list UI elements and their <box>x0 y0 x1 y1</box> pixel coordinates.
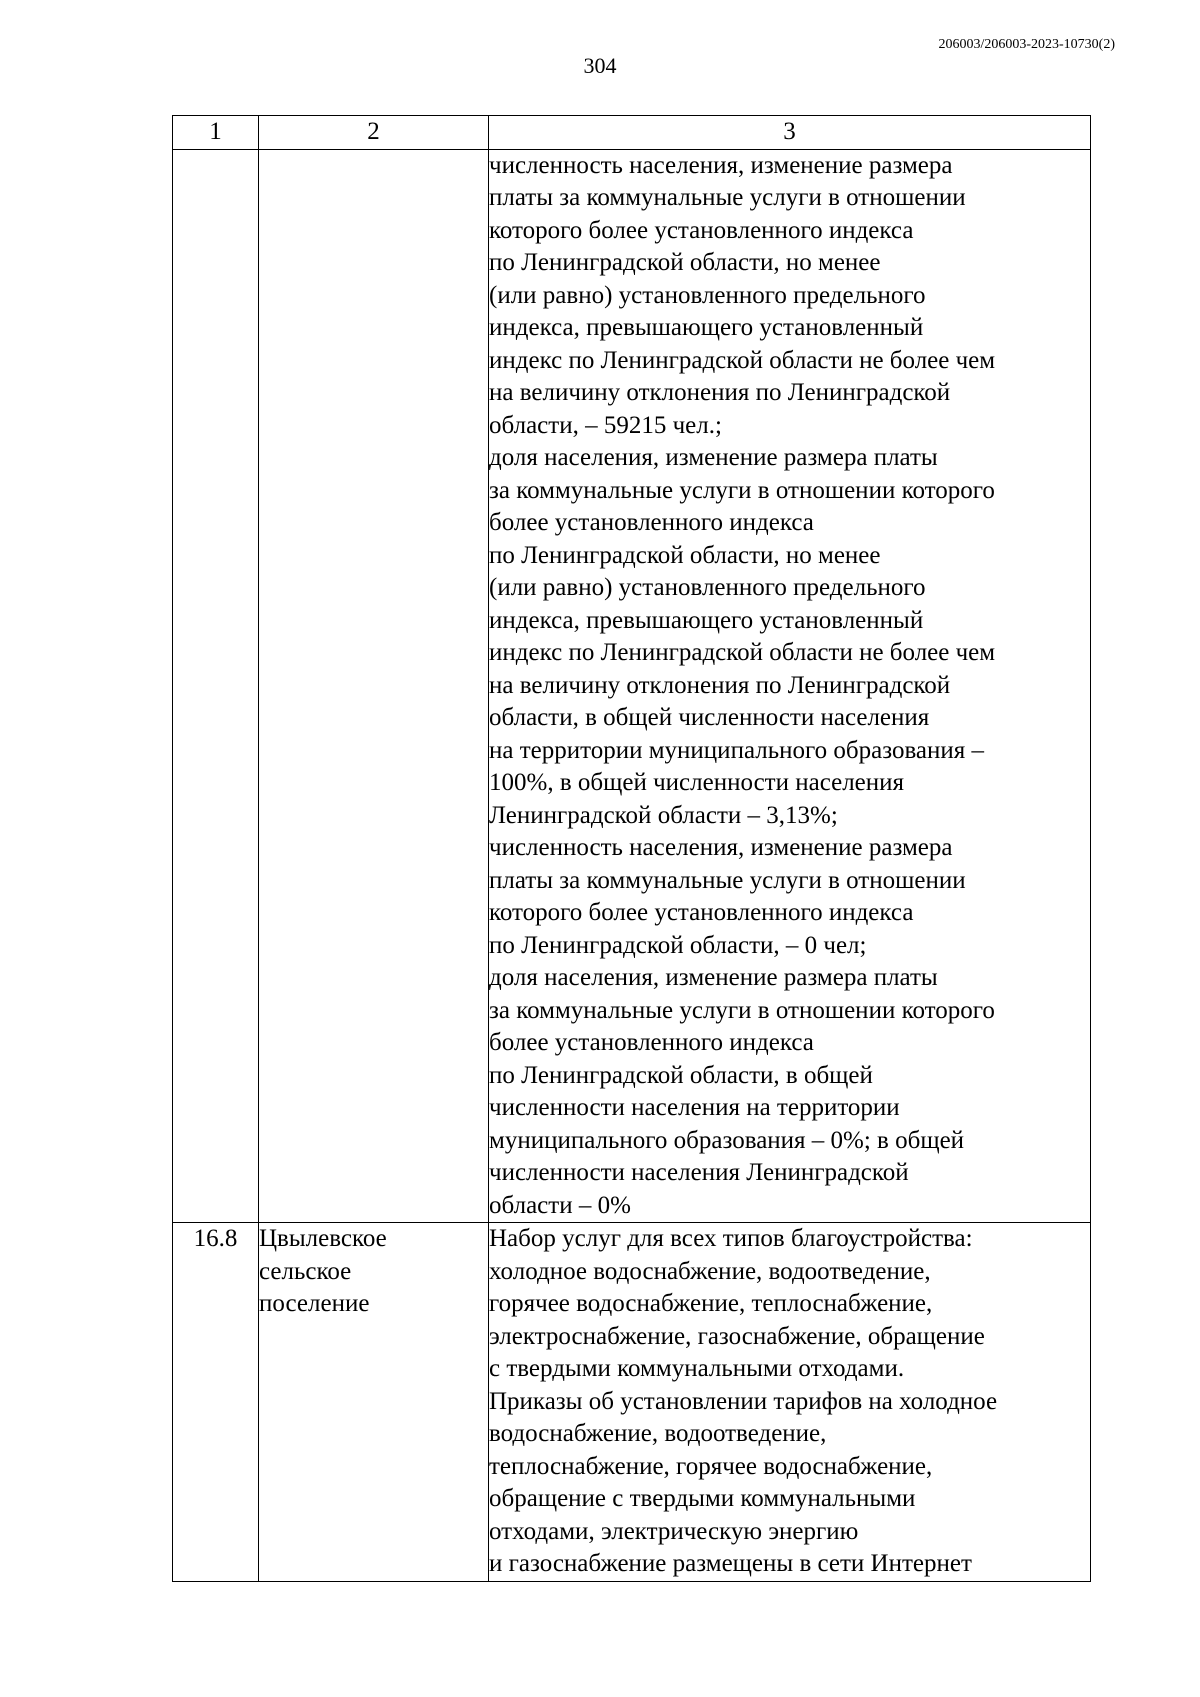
text-line: (или равно) установленного предельного <box>489 281 926 309</box>
text-line: на величину отклонения по Ленинградской <box>489 671 951 699</box>
text-line: сельское <box>259 1257 352 1285</box>
text-line: Ленинградской области – 3,13%; <box>489 801 838 829</box>
text-line: индекс по Ленинградской области не более чем <box>489 346 996 374</box>
text-line: численность населения, изменение размера <box>489 834 953 861</box>
text-line: численности населения Ленинградской <box>489 1159 909 1186</box>
table-row <box>173 1223 1091 1582</box>
text-line: доля населения, изменение размера платы <box>489 444 938 471</box>
text-line: по Ленинградской области, в общей <box>489 1061 873 1089</box>
text-line: (или равно) установленного предельного <box>489 574 926 601</box>
text-line: более установленного индекса <box>489 1029 814 1056</box>
text-line: обращение с твердыми коммунальными <box>489 1485 916 1512</box>
text-line: более установленного индекса <box>489 509 814 536</box>
text-line: численности населения на территории <box>489 1094 900 1121</box>
text-line: Набор услуг для всех типов благоустройства: <box>489 1225 973 1252</box>
text-line: по Ленинградской области, но менее <box>489 541 881 569</box>
text-line: индекса, превышающего установленный <box>489 314 924 341</box>
text-line: которого более установленного индекса <box>489 899 914 926</box>
text-line: на величину отклонения по Ленинградской <box>489 379 951 406</box>
text-line: которого более установленного индекса <box>489 216 914 244</box>
text-line: по Ленинградской области, – 0 чел; <box>489 931 867 959</box>
text-line: за коммунальные услуги в отношении которого <box>489 996 995 1024</box>
text-line: численность населения, изменение размера <box>489 151 953 179</box>
text-line: электроснабжение, газоснабжение, обращение <box>489 1322 985 1350</box>
table-row <box>173 149 1091 1223</box>
text-line: платы за коммунальные услуги в отношении <box>489 184 966 211</box>
text-line: области, – 59215 чел.; <box>489 411 722 439</box>
text-line: области – 0% <box>489 1191 631 1219</box>
text-line: области, в общей численности населения <box>489 704 930 731</box>
data-table <box>172 115 1091 1582</box>
text-line: с твердыми коммунальными отходами. <box>489 1355 905 1382</box>
description-cell <box>489 1223 1091 1582</box>
text-line: муниципального образования – 0%; в общей <box>489 1126 965 1154</box>
text-line: на территории муниципального образования – <box>489 736 985 764</box>
text-line: теплоснабжение, горячее водоснабжение, <box>489 1452 933 1480</box>
text-line: индекс по Ленинградской области не более чем <box>489 639 996 666</box>
page-number: 304 <box>583 53 617 78</box>
text-line: и газоснабжение размещены в сети Интернет <box>489 1550 972 1577</box>
description-cell <box>489 149 1091 1223</box>
row-number-cell <box>173 149 259 1223</box>
settlement-name-cell <box>259 1223 489 1582</box>
column-header-3: 3 <box>489 116 1091 150</box>
text-line: водоснабжение, водоотведение, <box>489 1420 827 1447</box>
text-line: платы за коммунальные услуги в отношении <box>489 866 966 894</box>
text-line: холодное водоснабжение, водоотведение, <box>489 1257 931 1285</box>
column-header-1: 1 <box>173 116 259 150</box>
text-line: индекса, превышающего установленный <box>489 606 924 634</box>
table-header-row <box>173 116 1091 150</box>
text-line: по Ленинградской области, но менее <box>489 249 881 276</box>
settlement-name-cell <box>259 149 489 1223</box>
text-line: горячее водоснабжение, теплоснабжение, <box>489 1290 933 1317</box>
text-line: Цвылевское <box>259 1225 387 1252</box>
text-line: за коммунальные услуги в отношении которого <box>489 476 995 504</box>
document-id: 206003/206003-2023-10730(2) <box>938 37 1115 52</box>
row-number-cell: 16.8 <box>173 1223 259 1582</box>
text-line: доля населения, изменение размера платы <box>489 964 938 991</box>
text-line: 100%, в общей численности населения <box>489 769 905 796</box>
text-line: поселение <box>259 1290 370 1317</box>
text-line: Приказы об установлении тарифов на холодное <box>489 1387 998 1415</box>
text-line: отходами, электрическую энергию <box>489 1517 859 1545</box>
column-header-2: 2 <box>259 116 489 150</box>
